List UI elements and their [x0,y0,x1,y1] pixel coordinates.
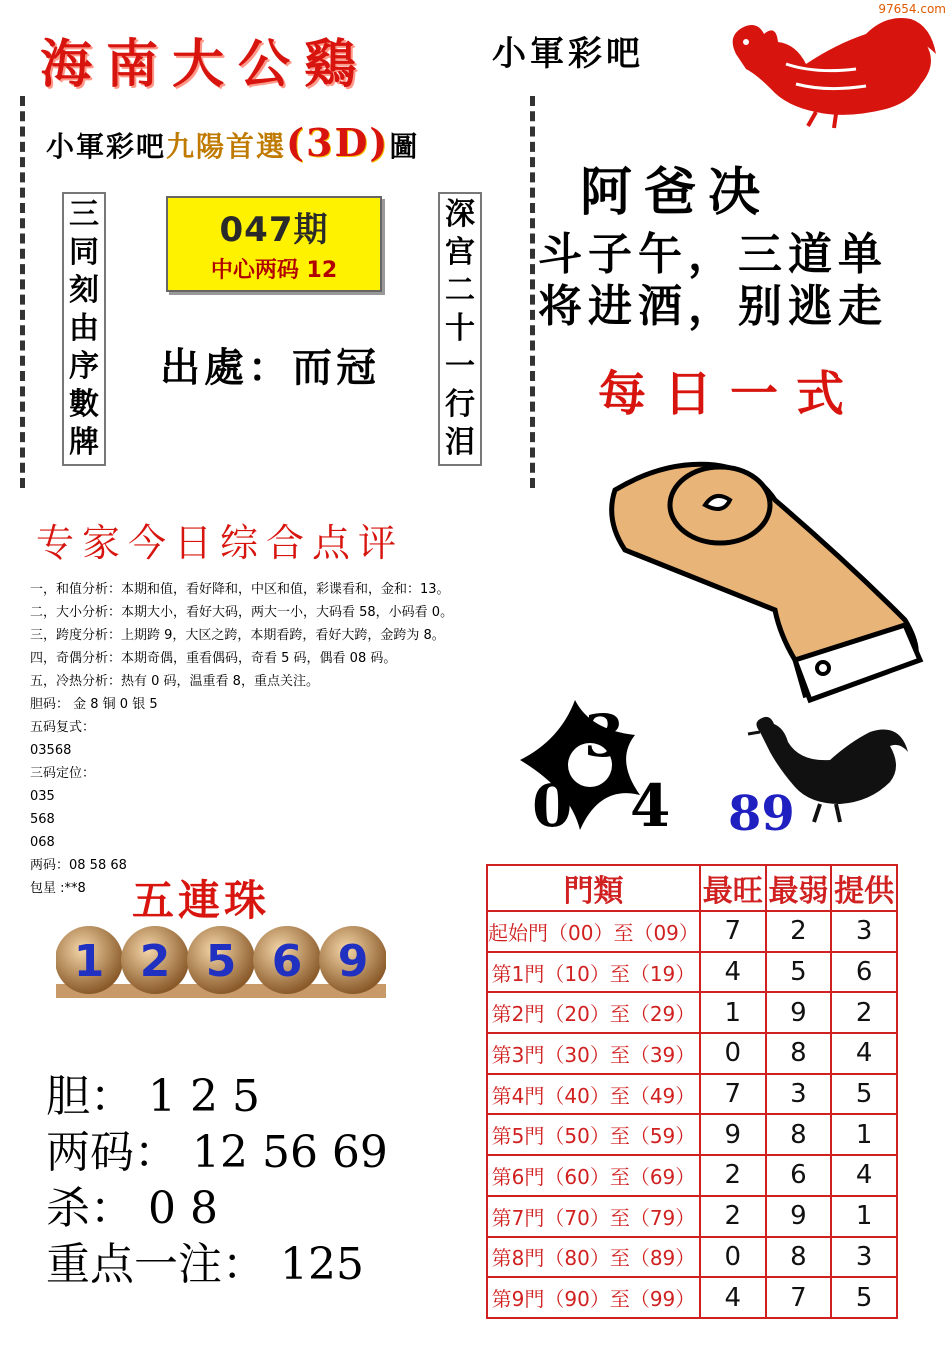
table-row [487,1074,897,1115]
poem-line-2: 将进酒，别逃走 [538,281,888,332]
dan-line: 胆： 1 2 5 [46,1071,260,1122]
door-name: 第2門（20）至（29） [487,992,700,1033]
table-row [487,1237,897,1278]
review-line: 03568 [30,743,72,758]
page-title: 海南大公鷄 [40,34,371,95]
weakest-value: 2 [766,911,832,952]
door-name: 第6門（60）至（69） [487,1155,700,1196]
ball [319,926,386,994]
table-row [487,992,897,1033]
provided-value: 6 [831,952,897,993]
five-balls-title: 五連珠 [132,876,271,925]
table-row [487,1033,897,1074]
ball-number: 2 [139,936,171,987]
provided-value: 3 [831,911,897,952]
provided-value: 4 [831,1033,897,1074]
five-balls [56,922,386,1002]
table-row [487,1114,897,1155]
box-header-series: 九陽首選 [166,130,287,163]
box-header-brand: 小軍彩吧 [46,130,167,163]
ok-hand-icon [605,460,925,705]
review-line: 五，冷热分析：热有 0 码，温重看 8，重点关注。 [30,674,319,689]
strongest-value: 4 [700,1277,766,1318]
door-name: 第7門（70）至（79） [487,1196,700,1237]
strongest-value: 2 [700,1155,766,1196]
review-line: 两码：08 58 68 [30,858,127,873]
expert-review-title: 专家今日综合点评 [36,521,405,565]
review-line: 四，奇偶分析：本期奇偶，重看偶码，奇看 5 码，偶看 08 码。 [30,651,397,666]
weakest-value: 7 [766,1277,832,1318]
weakest-value: 3 [766,1074,832,1115]
provided-value: 1 [831,1196,897,1237]
weakest-value: 8 [766,1114,832,1155]
ball [121,926,189,994]
provided-value: 2 [831,992,897,1033]
poem-title: 阿爸决 [580,162,773,223]
provided-value: 5 [831,1074,897,1115]
review-line: 包星 :**8 [30,881,86,896]
period-number: 047期 [219,210,329,250]
review-line: 035 [30,789,55,804]
strongest-value: 0 [700,1033,766,1074]
door-name: 第4門（40）至（49） [487,1074,700,1115]
black-rooster-icon [740,712,910,827]
strongest-value: 4 [700,952,766,993]
triangle-top-digit: 3 [584,702,625,770]
strongest-value: 9 [700,1114,766,1155]
strongest-value: 0 [700,1237,766,1278]
table-header-row [487,865,897,911]
review-line: 568 [30,812,55,827]
door-name: 第5門（50）至（59） [487,1114,700,1155]
review-line: 二，大小分析：本期大小，看好大码，两大一小，大码看 58，小码看 0。 [30,605,454,620]
review-line: 三，跨度分析：上期跨 9，大区之跨，本期看跨，看好大跨，金跨为 8。 [30,628,445,643]
box-header [46,120,419,165]
ball-number: 6 [271,936,303,987]
weakest-value: 9 [766,992,832,1033]
weakest-value: 8 [766,1033,832,1074]
ball-number: 1 [73,936,105,987]
daily-pattern-title: 每日一式 [598,366,863,422]
brand-name: 小軍彩吧 [492,34,644,74]
left-vertical-text: 三同刻由序數牌 [62,192,106,466]
provided-value: 1 [831,1114,897,1155]
two-codes-line: 两码： 12 56 69 [46,1127,388,1178]
provided-value: 3 [831,1237,897,1278]
review-line: 胆码： 金 8 铜 0 银 5 [30,697,158,712]
ball-number: 5 [205,936,237,987]
strongest-value: 1 [700,992,766,1033]
table-row [487,952,897,993]
ball [253,926,321,994]
review-line: 一，和值分析：本期和值，看好降和，中区和值，彩谍看和，金和：13。 [30,582,450,597]
box-header-3d: (3D) [286,120,390,165]
strongest-value: 7 [700,911,766,952]
triangle-left-digit: 0 [532,772,573,840]
review-line: 三码定位： [30,766,96,781]
col-provided: 提供 [831,865,897,911]
box-header-suffix: 圖 [389,130,420,163]
door-name: 第9門（90）至（99） [487,1277,700,1318]
col-weakest: 最弱 [766,865,832,911]
table-row [487,1155,897,1196]
strongest-value: 7 [700,1074,766,1115]
rooster-icon [716,14,941,129]
door-name: 第8門（80）至（89） [487,1237,700,1278]
strongest-value: 2 [700,1196,766,1237]
site-watermark: 97654.com [878,2,946,16]
door-name: 起始門（00）至（09） [487,911,700,952]
weakest-value: 5 [766,952,832,993]
col-strongest: 最旺 [700,865,766,911]
source-text: 出處：而冠 [160,344,380,391]
provided-value: 4 [831,1155,897,1196]
center-two-codes: 中心两码 12 [210,258,338,283]
review-line: 五码复式： [30,720,96,735]
door-name: 第3門（30）至（39） [487,1033,700,1074]
right-vertical-text: 深宫二十一行泪 [438,192,482,466]
ball [187,926,255,994]
weakest-value: 8 [766,1237,832,1278]
ball [56,926,123,994]
table-row [487,911,897,952]
triangle-right-digit: 4 [630,772,671,840]
extra-number: 89 [728,786,795,842]
weakest-value: 6 [766,1155,832,1196]
review-line: 068 [30,835,55,850]
kill-line: 杀： 0 8 [46,1183,218,1234]
provided-value: 5 [831,1277,897,1318]
col-door: 門類 [487,865,700,911]
ball-number: 9 [337,936,369,987]
expert-review-lines [30,578,453,900]
doors-table [486,864,898,1319]
key-pick-line: 重点一注： 125 [46,1239,364,1290]
table-row [487,1196,897,1237]
table-row [487,1277,897,1318]
weakest-value: 9 [766,1196,832,1237]
door-name: 第1門（10）至（19） [487,952,700,993]
period-card [166,196,382,292]
poem-line-1: 斗子午，三道单 [538,229,888,280]
